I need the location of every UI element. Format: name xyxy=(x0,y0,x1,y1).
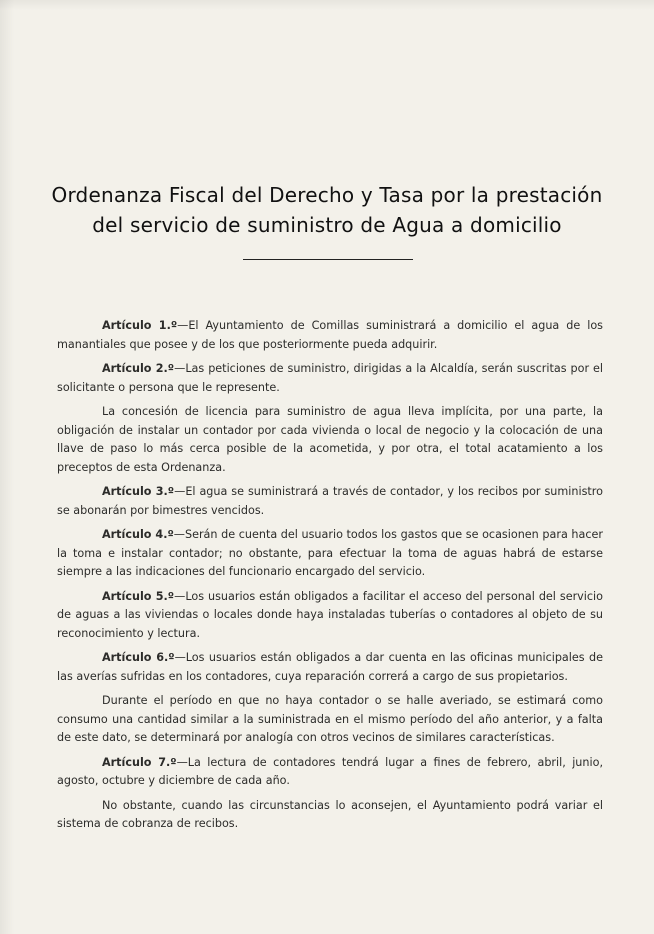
paragraph-text: —El Ayuntamiento de Comillas suministrará a domicilio el agua de los manantiales que posee y de los que posteriormente pueda adquirir. xyxy=(57,319,603,351)
paragraph-article-7 xyxy=(57,754,603,791)
paragraph-article-1 xyxy=(57,317,603,354)
paragraph-article-4 xyxy=(57,526,603,582)
article-label: Artículo 7.º xyxy=(102,755,177,769)
paragraph-text: La concesión de licencia para suministro de agua lleva implícita, por una parte, la obligación de instalar un contador por cada vivienda o local de negocio y la colocación de una llave de paso lo más cerca posible de la acometida, y por otra, el total acatamiento a los preceptos de esta Ordenanza. xyxy=(57,405,603,474)
document-body xyxy=(57,317,603,840)
article-label: Artículo 1.º xyxy=(102,319,178,332)
paragraph-article-6 xyxy=(57,649,603,686)
paragraph-article-2 xyxy=(57,360,603,397)
paragraph-text: —Serán de cuenta del usuario todos los gastos que se ocasionen para hacer la toma e instalar contador; no obstante, para efectuar la toma de aguas habrá de estarse siempre a las indicaciones del funcionario encargado del servicio. xyxy=(57,528,603,578)
paragraph-article-6-cont xyxy=(57,692,603,748)
paragraph-text: —La lectura de contadores tendrá lugar a fines de febrero, abril, junio, agosto, octubre y diciembre de cada año. xyxy=(57,755,603,787)
title-line-1: Ordenanza Fiscal del Derecho y Tasa por la prestación xyxy=(51,183,603,207)
title-line-2: del servicio de suministro de Agua a domicilio xyxy=(92,213,562,237)
article-label: Artículo 3.º xyxy=(102,485,175,498)
paragraph-article-7-cont xyxy=(57,797,603,834)
paragraph-article-2-cont xyxy=(57,403,603,477)
paragraph-text: Durante el período en que no haya contador o se halle averiado, se estimará como consumo una cantidad similar a la suministrada en el mismo período del año anterior, y a falta de este dato, se determinará por analogía con otros vecinos de similares características. xyxy=(57,694,603,744)
paragraph-article-5 xyxy=(57,588,603,644)
document-title xyxy=(40,180,614,240)
paragraph-article-3 xyxy=(57,483,603,520)
paragraph-text: No obstante, cuando las circunstancias lo aconsejen, el Ayuntamiento podrá variar el sistema de cobranza de recibos. xyxy=(57,798,603,830)
paragraph-text: —Las peticiones de suministro, dirigidas a la Alcaldía, serán suscritas por el solicitante o persona que le represente. xyxy=(57,362,603,394)
title-divider xyxy=(243,259,413,260)
article-label: Artículo 5.º xyxy=(102,589,175,603)
paragraph-text: —El agua se suministrará a través de contador, y los recibos por suministro se abonarán por bimestres vencidos. xyxy=(57,485,604,517)
paragraph-text: —Los usuarios están obligados a facilitar el acceso del personal del servicio de aguas a las viviendas o locales donde haya instaladas tuberías o contadores al objeto de su reconocimiento y lectura. xyxy=(57,589,604,640)
article-label: Artículo 6.º xyxy=(102,651,175,664)
paragraph-text: —Los usuarios están obligados a dar cuenta en las oficinas municipales de las averías sufridas en los contadores, cuya reparación correrá a cargo de sus propietarios. xyxy=(57,651,603,683)
article-label: Artículo 4.º xyxy=(102,528,174,541)
article-label: Artículo 2.º xyxy=(102,362,175,375)
